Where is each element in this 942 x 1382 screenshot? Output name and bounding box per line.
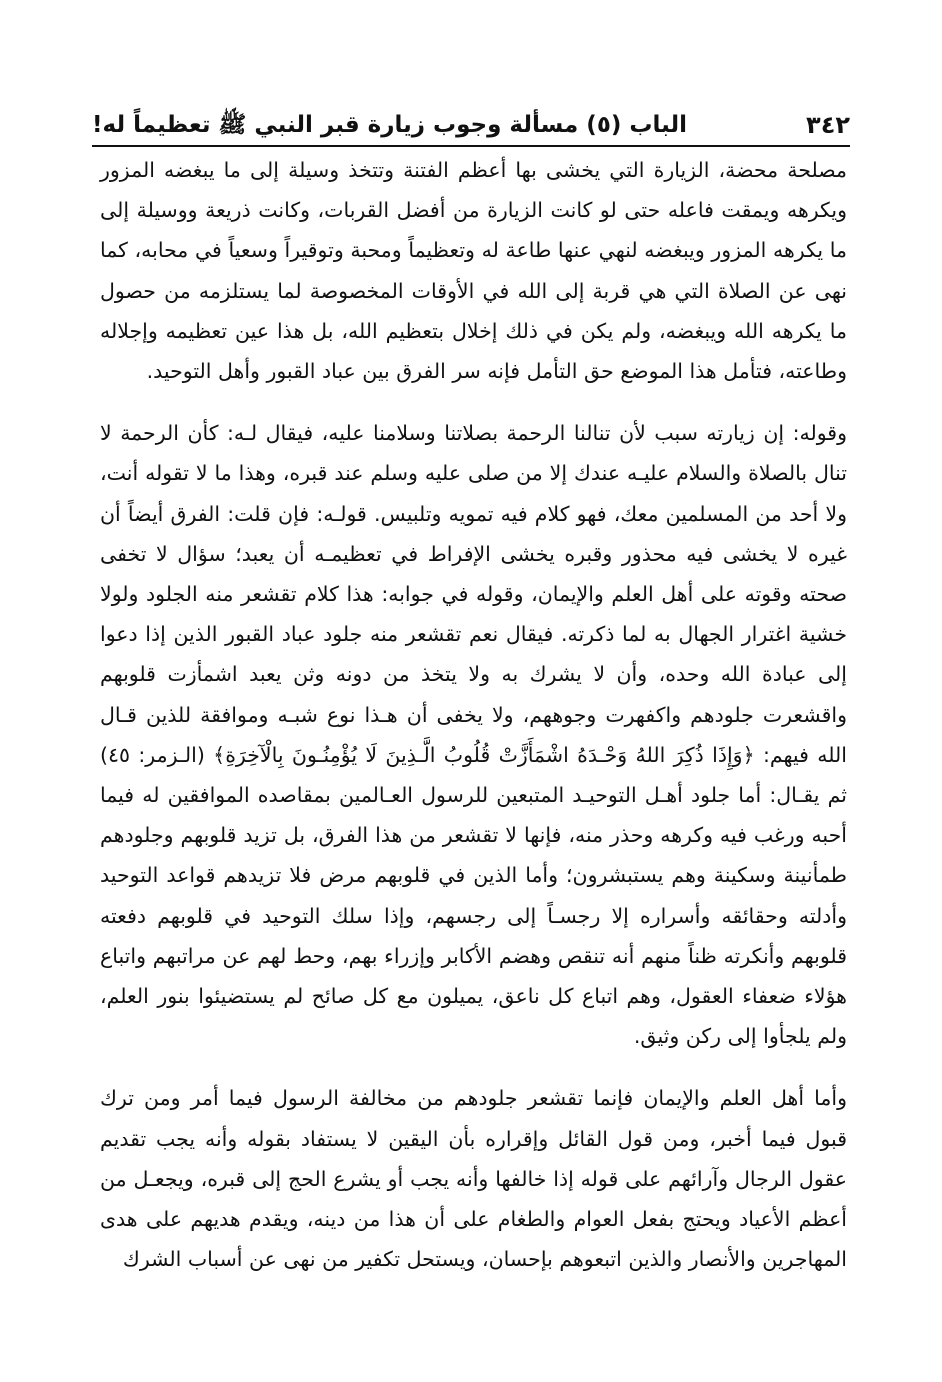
page-body <box>100 150 847 1279</box>
page-number: ٣٤٢ <box>806 111 850 139</box>
paragraph-2: وقوله: إن زيارته سبب لأن تنالنا الرحمة بصلاتنا وسلامنا عليه، فيقال لـه: كأن الرحمة لا تنال بالصلاة والسلام عليـه عندك إلا من صلى عليه وسلم عند قبره، وهذا ما لا تقوله أنت، ولا أحد من المسلمين معك، فهو كلام فيه تمويه وتلبيس. قولـه: فإن قلت: الفرق أيضاً أن غيره لا يخشى فيه محذور وقبره يخشى الإفراط في تعظيمـه أن يعبد؛ سؤال لا تخفى صحته وقوته على أهل العلم والإيمان، وقوله في جوابه: هذا كلام تقشعر منه الجلود ولولا خشية اغترار الجهال به لما ذكرته. فيقال نعم تقشعر منه جلود عباد القبور الذين إذا دعوا إلى عبادة الله وحده، وأن لا يشرك به ولا يتخذ من دونه وثن يعبد اشمأزت قلوبهم واقشعرت جلودهم واكفهرت وجوههم، ولا يخفى أن هـذا نوع شبـه وموافقة للذين قـال الله فيهم: ﴿وَإِذَا ذُكِرَ اللهُ وَحْـدَهُ اشْمَأَزَّتْ قُلُوبُ الَّـذِينَ لَا يُؤْمِنُـونَ بِالْآخِرَةِ﴾ (الـزمر: ٤٥) ثم يقـال: أما جلود أهـل التوحيـد المتبعين للرسول العـالمين بمقاصده الموافقين له فيما أحبه ورغب فيه وكرهه وحذر منه، فإنها لا تقشعر من هذا الفرق، بل تزيد قلوبهم وجلودهم طمأنينة وسكينة وهم يستبشرون؛ وأما الذين في قلوبهم مرض فلا تزيدهم قواعد التوحيد وأدلته وحقائقه وأسراره إلا رجسـاً إلى رجسهم، وإذا سلك التوحيد في قلوبهم دفعته قلوبهم وأنكرته ظناً منهم أنه تنقص وهضم الأكابر وإزراء بهم، وحط لهم عن مراتبهم واتباع هؤلاء ضعفاء العقول، وهم اتباع كل ناعق، يميلون مع كل صائح لم يستضيئوا بنور العلم، ولم يلجأوا إلى ركن وثيق. <box>100 421 847 1049</box>
page-header <box>92 98 850 142</box>
running-title: الباب (٥) مسألة وجوب زيارة قبر النبي ﷺ تعظيماً له! <box>92 112 688 138</box>
paragraph-3: وأما أهل العلم والإيمان فإنما تقشعر جلودهم من مخالفة الرسول فيما أمر ومن ترك قبول فيما أخبر، ومن قول القائل وإقراره بأن اليقين لا يستفاد بقوله وأنه يجب تقديم عقول الرجال وآرائهم على قوله إذا خالفها وأنه يجب أو يشرع الحج إلى قبره، ويجعـل من أعظم الأعياد ويحتج بفعل العوام والطغام على أن هذا من دينه، ويقدم هديهم على هدى المهاجرين والأنصار والذين اتبعوهم بإحسان، ويستحل تكفير من نهى عن أسباب الشرك <box>100 1086 847 1272</box>
paragraph-1: مصلحة محضة، الزيارة التي يخشى بها أعظم الفتنة وتتخذ وسيلة إلى ما يبغضه المزور ويكرهه ويمقت فاعله حتى لو كانت الزيارة من أفضل القربات، وكانت ذريعة ووسيلة إلى ما يكرهه المزور ويبغضه لنهي عنها طاعة له وتعظيماً ومحبة وتوقيراً وسعياً في محابه، كما نهى عن الصلاة التي هي قربة إلى الله في الأوقات المخصوصة لما يستلزمه من حصول ما يكرهه الله ويبغضه، ولم يكن في ذلك إخلال بتعظيم الله، بل هذا عين تعظيمه وإجلاله وطاعته، فتأمل هذا الموضع حق التأمل فإنه سر الفرق بين عباد القبور وأهل التوحيد. <box>100 158 847 384</box>
header-divider <box>92 145 850 147</box>
